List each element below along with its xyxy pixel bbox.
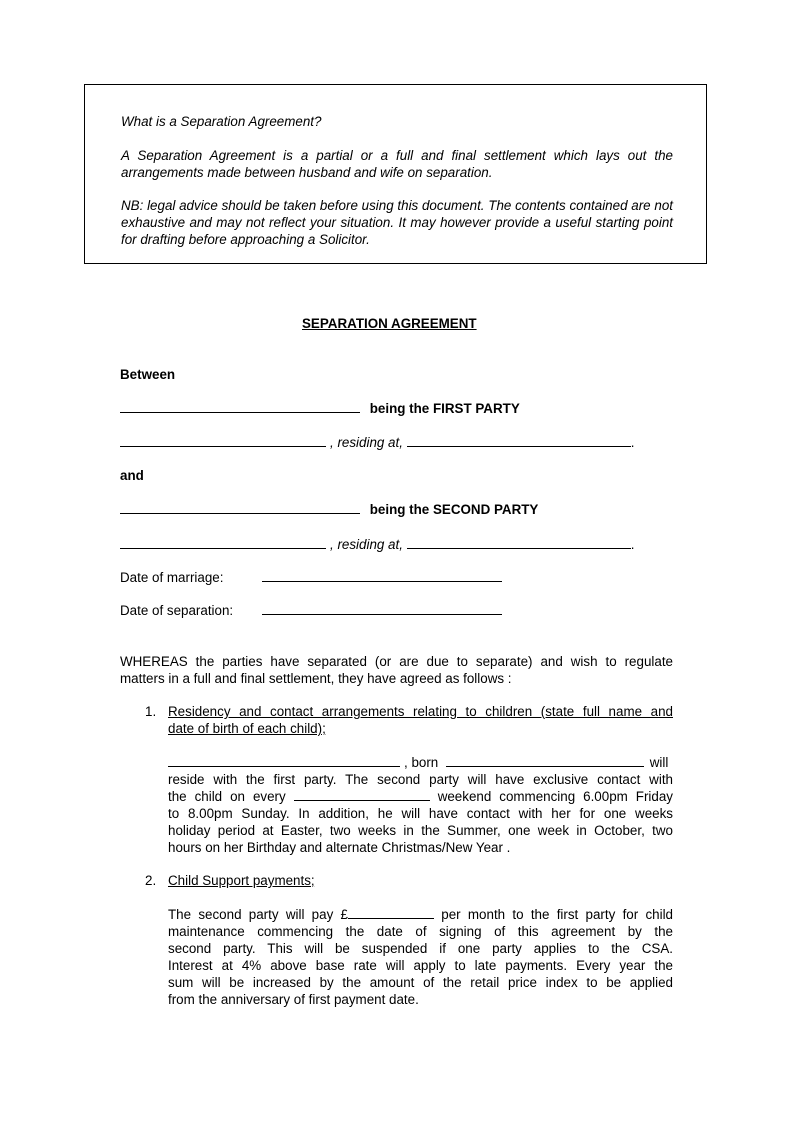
- first-party-row: [120, 400, 520, 417]
- will-label: will: [649, 755, 669, 770]
- info-note: NB: legal advice should be taken before using this document. The contents contained are not exhaustive and may not reflect your situation. It may however provide a useful starting point for drafting before approaching a Solicitor.: [121, 198, 673, 247]
- clause-line: second party. This will be suspended if one party applies to the CSA.: [168, 941, 673, 956]
- residing-at-label: , residing at,: [330, 435, 403, 450]
- second-party-name-line[interactable]: [120, 536, 326, 549]
- clause-line: reside with the first party. The second party will have exclusive contact with: [168, 772, 673, 787]
- first-party-address-field[interactable]: [407, 434, 631, 447]
- date-of-marriage-label: Date of marriage:: [120, 570, 224, 585]
- date-of-separation-row: [262, 602, 502, 619]
- recital-paragraph: [120, 653, 673, 687]
- second-party-name-field[interactable]: [120, 501, 360, 514]
- second-party-row: [120, 501, 538, 518]
- period: .: [630, 537, 635, 552]
- residing-at-label: , residing at,: [330, 537, 403, 552]
- child-dob-field[interactable]: [446, 754, 644, 767]
- clause-text: per month to the first party for child: [441, 907, 674, 922]
- payment-amount-field[interactable]: [348, 906, 434, 919]
- first-party-name-field[interactable]: [120, 400, 360, 413]
- clause-number: 1.: [145, 704, 157, 719]
- first-party-address-row: [120, 434, 634, 451]
- recital-line: WHEREAS the parties have separated (or are due to separate) and wish to regulate: [120, 654, 673, 669]
- recital-line: matters in a full and final settlement, they have agreed as follows :: [120, 671, 512, 686]
- weekend-field[interactable]: [294, 788, 430, 801]
- clause-number: 2.: [145, 873, 157, 888]
- info-question: What is a Separation Agreement?: [121, 114, 322, 129]
- document-title: SEPARATION AGREEMENT: [302, 316, 477, 331]
- clause-heading: Child Support payments;: [168, 873, 315, 888]
- clause2-body: [168, 906, 673, 1008]
- clause-heading-line: Residency and contact arrangements relating to children (state full name and: [168, 704, 673, 719]
- clause-line: from the anniversary of first payment date.: [168, 992, 419, 1007]
- clause-line: sum will be increased by the amount of the retail price index to be applied: [168, 975, 673, 990]
- second-party-address-row: [120, 536, 634, 553]
- first-party-label: being the FIRST PARTY: [369, 401, 520, 416]
- second-party-address-field[interactable]: [407, 536, 631, 549]
- clause-heading: [168, 703, 673, 737]
- clause-line: hours on her Birthday and alternate Christmas/New Year .: [168, 840, 511, 855]
- between-label: Between: [120, 367, 176, 382]
- date-of-marriage-field[interactable]: [262, 569, 502, 582]
- clause1-child-row: [168, 754, 673, 771]
- clause1-body: [168, 771, 673, 856]
- clause-heading-line: date of birth of each child);: [168, 721, 326, 736]
- clause-line: to 8.00pm Sunday. In addition, he will have contact with her for one weeks: [168, 806, 673, 821]
- clause-text: the child on every: [168, 789, 286, 804]
- clause-line: [168, 906, 673, 923]
- info-definition: A Separation Agreement is a partial or a full and final settlement which lays out the arrangements made between husband and wife on separation.: [121, 148, 673, 180]
- born-label: , born: [404, 755, 439, 770]
- period: .: [630, 435, 635, 450]
- date-of-separation-field[interactable]: [262, 602, 502, 615]
- clause-line: maintenance commencing the date of signing of this agreement by the: [168, 924, 673, 939]
- clause-line: holiday period at Easter, two weeks in the Summer, one week in October, two: [168, 823, 673, 838]
- second-party-label: being the SECOND PARTY: [369, 502, 539, 517]
- date-of-separation-label: Date of separation:: [120, 603, 234, 618]
- date-of-marriage-row: [262, 569, 502, 586]
- clause-text: The second party will pay £: [168, 907, 348, 922]
- clause-line: Interest at 4% above base rate will apply to late payments. Every year the: [168, 958, 673, 973]
- child-name-field[interactable]: [168, 754, 400, 767]
- and-label: and: [120, 468, 144, 483]
- first-party-name-line[interactable]: [120, 434, 326, 447]
- clause-text: weekend commencing 6.00pm Friday: [437, 789, 673, 804]
- info-box: [84, 84, 707, 264]
- clause-line: [168, 788, 673, 805]
